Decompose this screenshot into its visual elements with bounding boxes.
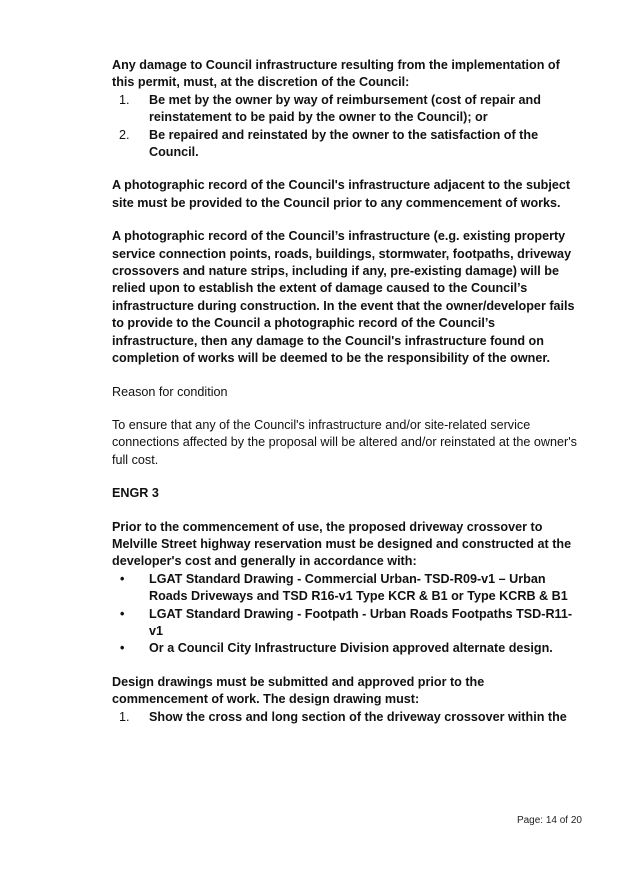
numbered-list-damage [112, 92, 582, 162]
bullet-list-standards [112, 571, 582, 658]
document-body [112, 57, 582, 726]
list-item-text: Be met by the owner by way of reimbursement (cost of repair and reinstatement to be paid by the owner to the Council); or [149, 92, 541, 125]
list-item-text: Show the cross and long section of the driveway crossover within the [149, 709, 567, 724]
list-item [112, 127, 582, 162]
list-item [112, 709, 582, 726]
bullet-icon: • [120, 571, 125, 586]
list-number: 1. [119, 92, 130, 107]
page-number: Page: 14 of 20 [516, 815, 582, 826]
section-heading-engr3: ENGR 3 [112, 486, 159, 501]
paragraph-photo-record: A photographic record of the Council's infrastructure adjacent to the subject site must be provided to the Council prior to any commencement of works. [112, 178, 571, 210]
list-item-text: LGAT Standard Drawing - Footpath - Urban Roads Footpaths TSD-R11-v1 [149, 606, 573, 638]
list-item-text: LGAT Standard Drawing - Commercial Urban- TSD-R09-v1 – Urban Roads Driveways and TSD R16-v1 Type KCR & B1 or Type KCRB & B1 [149, 571, 568, 604]
list-item-text: Be repaired and reinstated by the owner to the satisfaction of the Council. [149, 127, 539, 160]
list-number: 1. [119, 709, 130, 724]
paragraph-photo-record-detail: A photographic record of the Council’s infrastructure (e.g. existing property service connection points, roads, buildings, stormwater, footpaths, driveway crossovers and nature strips, including if any, pre-existing damage) will be relied upon to establish the extent of damage caused to the Council’s infrastructure during construction. In the event that the owner/developer fails to provide to the Council a photographic record of the Council’s infrastructure, then any damage to the Council's infrastructure found on completion of works will be deemed to be the responsibility of the owner. [112, 229, 575, 366]
list-item-text: Or a Council City Infrastructure Division approved alternate design. [149, 641, 553, 656]
reason-text: To ensure that any of the Council's infrastructure and/or site-related service connections affected by the proposal will be altered and/or reinstated at the owner's full cost. [112, 417, 577, 467]
list-number: 2. [119, 127, 130, 142]
list-item [112, 606, 582, 641]
bullet-icon: • [120, 606, 125, 621]
reason-heading: Reason for condition [112, 384, 228, 399]
paragraph-damage: Any damage to Council infrastructure resulting from the implementation of this permit, must, at the discretion of the Council: [112, 58, 560, 90]
paragraph-driveway: Prior to the commencement of use, the proposed driveway crossover to Melville Street highway reservation must be designed and constructed at the developer's cost and generally in accordance with: [112, 519, 572, 569]
paragraph-design-drawings: Design drawings must be submitted and approved prior to the commencement of work. The design drawing must: [112, 674, 485, 707]
list-item [112, 92, 582, 127]
numbered-list-design [112, 709, 582, 726]
list-item [112, 571, 582, 606]
list-item [112, 640, 582, 657]
bullet-icon: • [120, 641, 125, 656]
